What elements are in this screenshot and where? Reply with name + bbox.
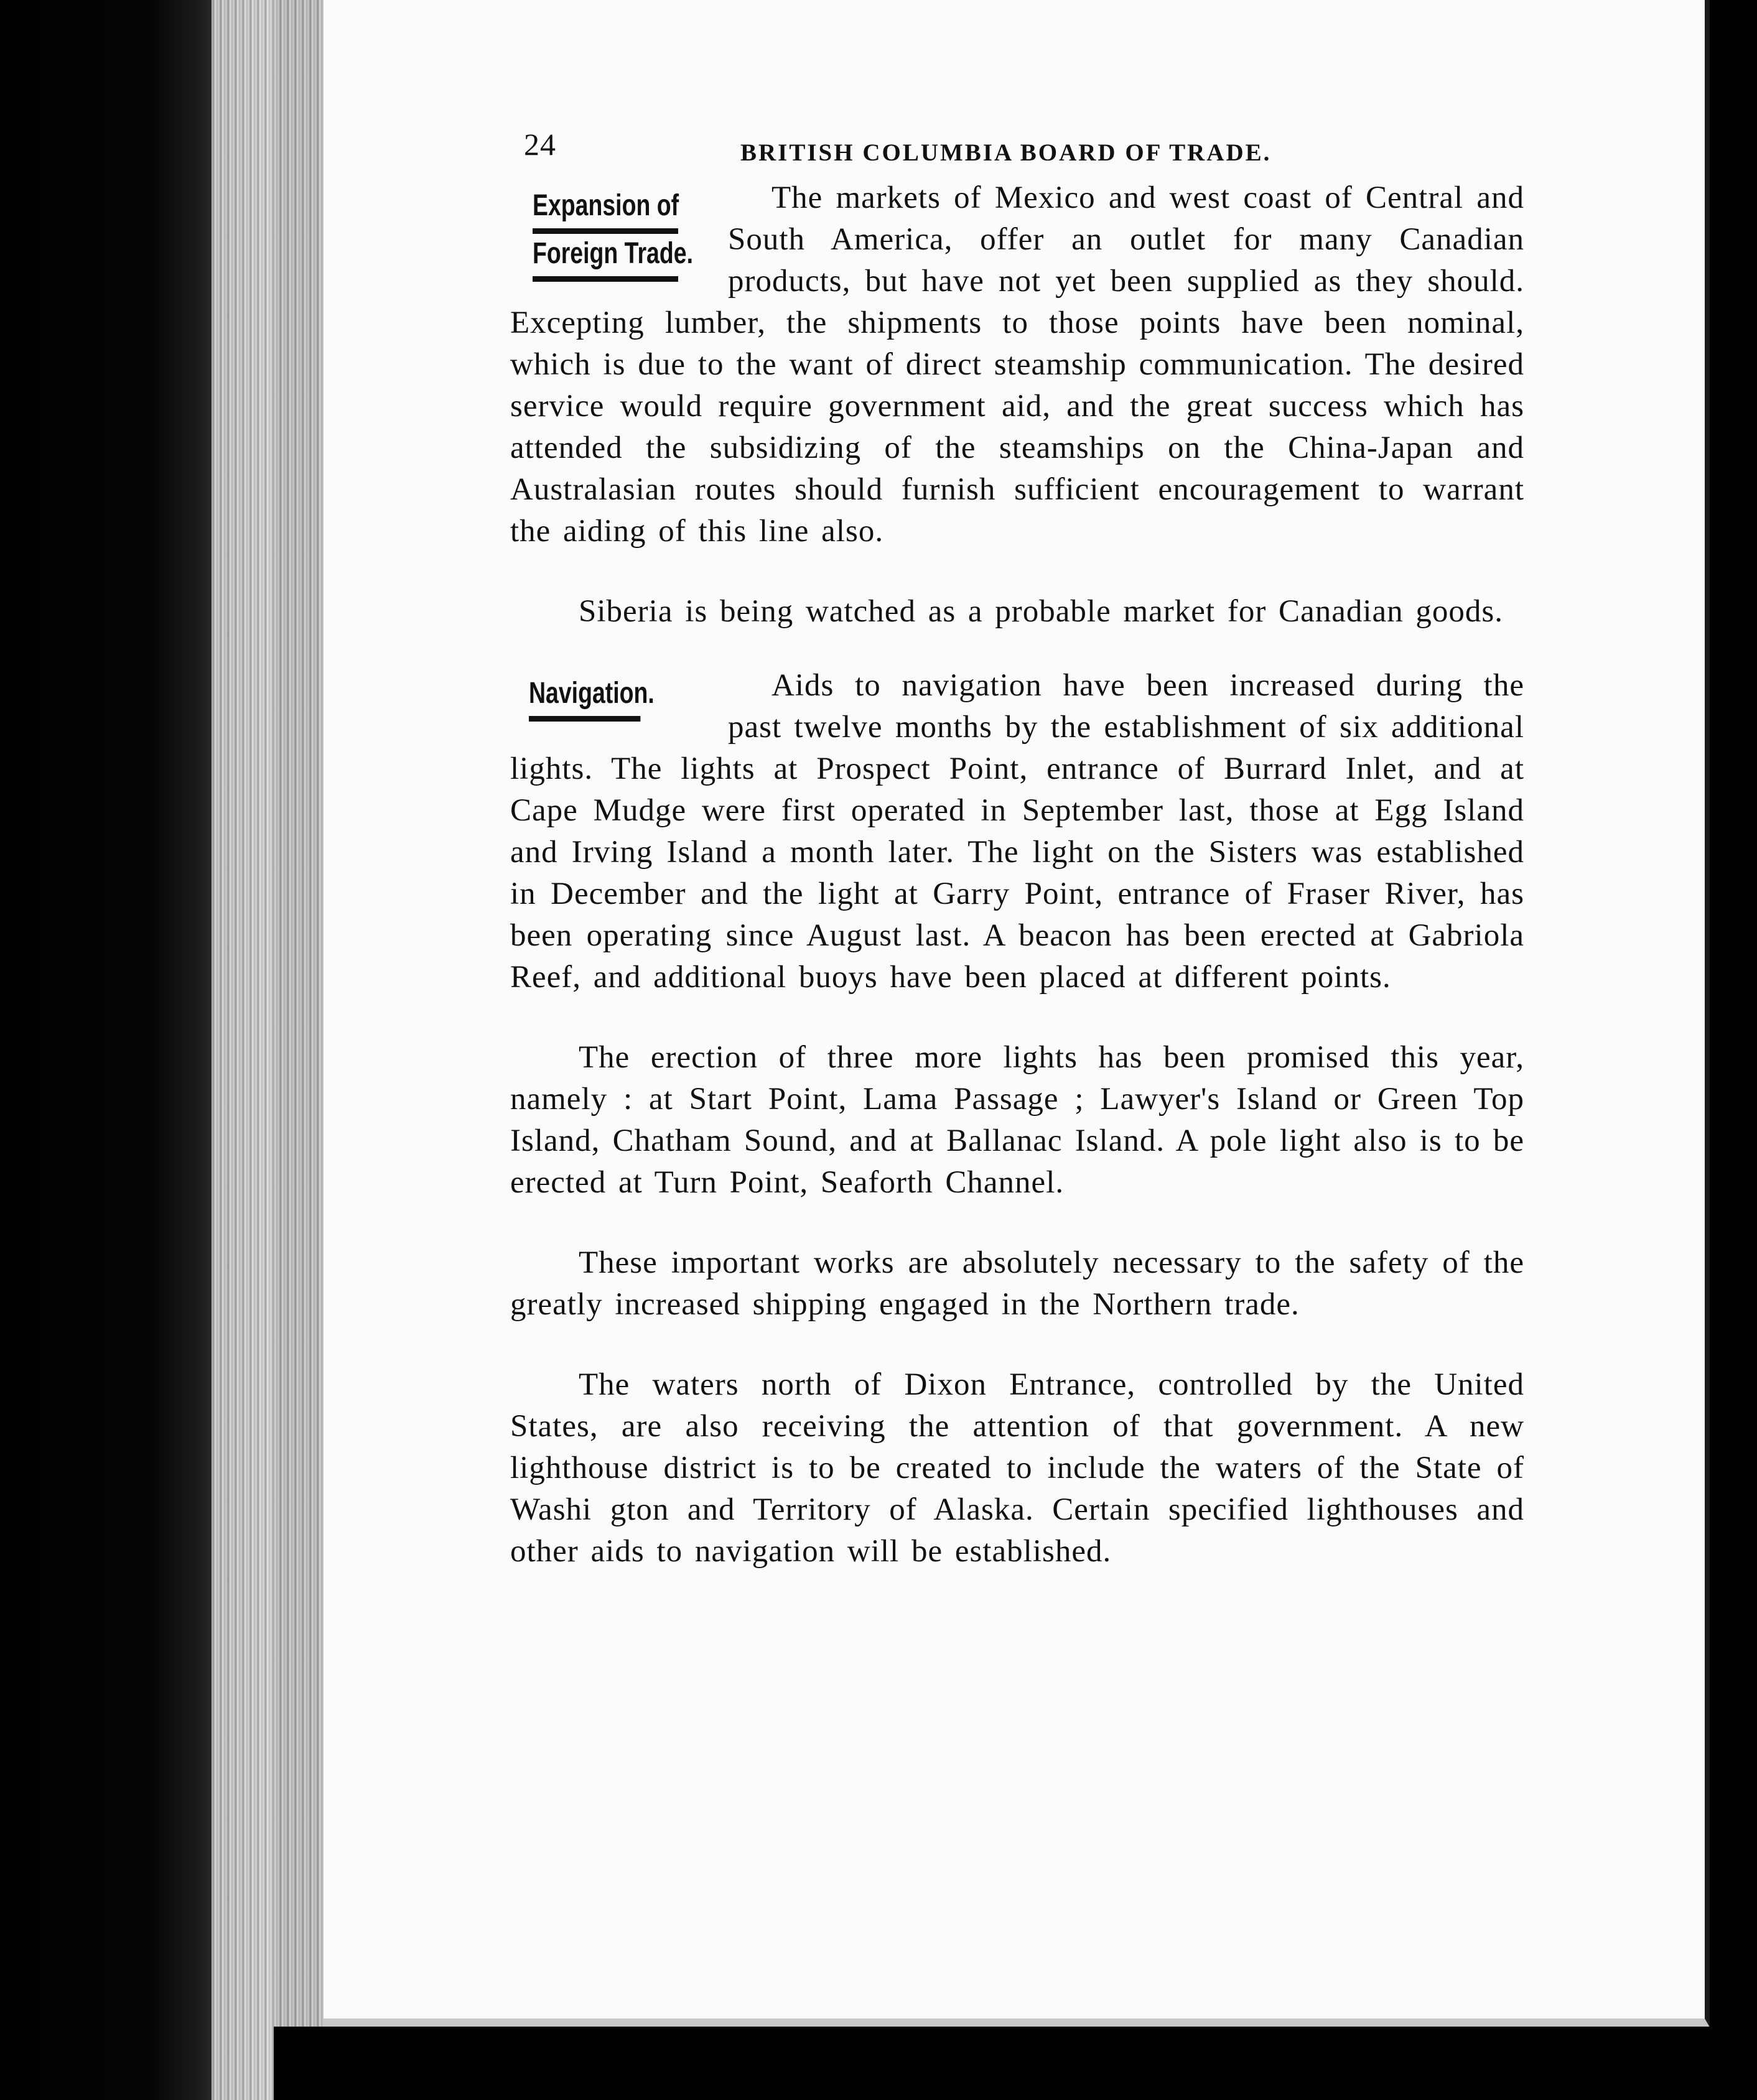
paragraph: Siberia is being watched as a probable market for Canadian goods. xyxy=(579,594,1503,629)
sidenote-line: Expansion of xyxy=(533,189,679,222)
paragraph: Aids to navigation have been increased during the past twelve months by the establishment of six additional lights. The lights at Prospect Point, entrance of Burrard Inlet, and at Cape Mudge were first operated in September last, those at Egg Island and Irving Island a month later. The light on the Sisters was established in December and the light at Garry Point, entrance of Fraser River, has been operating since August last. A beacon has been erected at Gabriola Reef, and additional buoys have been placed at different points. xyxy=(510,668,1524,995)
paragraph: The markets of Mexico and west coast of Central and South America, offer an outlet for many Canadian products, but have not yet been supplied as they should. Excepting lumber, the shipments to those points have been nominal, which is due to the want of direct steamship communication. The desired service would require government aid, and the great success which has attended the subsidizing of the steamships on the China-Japan and Australasian routes should furnish sufficient encouragement to warrant the aiding of this line also. xyxy=(510,180,1524,549)
paragraph: The erection of three more lights has been promised this year, namely : at Start Point, Lama Passage ; Lawyer's Island or Green Top Island, Chatham Sound, and at Ballanac Island. A pole light also is to be erected at Turn Point, Seaforth Channel. xyxy=(510,1040,1524,1200)
running-head xyxy=(510,121,1524,165)
running-title: BRITISH COLUMBIA BOARD OF TRADE. xyxy=(740,139,1272,166)
sidenote-line: Navigation. xyxy=(529,677,655,710)
paragraph: The waters north of Dixon Entrance, controlled by the United States, are also receiving the attention of that government. A new lighthouse district is to be created to include the waters of the State of Washi gton and Territory of Alaska. Certain specified lighthouses and other aids to navigation will be established. xyxy=(510,1367,1524,1569)
sidenote-line: Foreign Trade. xyxy=(533,237,693,270)
sidenote-expansion-foreign-trade xyxy=(533,182,697,282)
page-content xyxy=(510,121,1524,1611)
sidenote-navigation xyxy=(529,670,694,722)
bottom-shadow xyxy=(274,2027,1711,2100)
page-number: 24 xyxy=(524,127,556,162)
section-foreign-trade xyxy=(510,177,1524,633)
paragraph: These important works are absolutely necessary to the safety of the greatly increased shipping engaged in the Northern trade. xyxy=(510,1245,1524,1322)
right-margin-shadow xyxy=(1710,0,1757,2100)
section-navigation xyxy=(510,665,1524,1573)
